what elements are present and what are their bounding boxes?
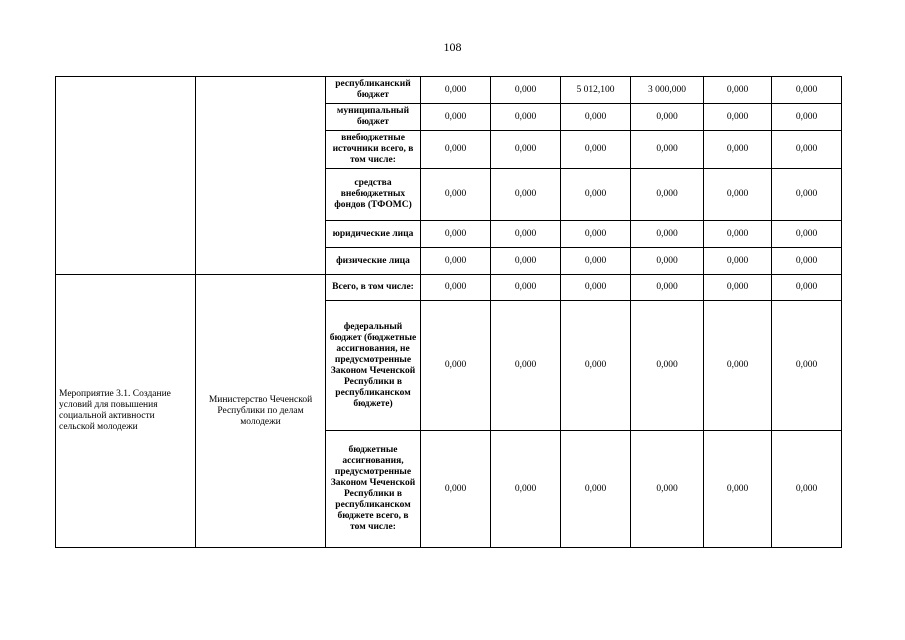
value-cell: 0,000 xyxy=(491,221,561,248)
page-number: 108 xyxy=(443,40,462,54)
funding-source: муниципальный бюджет xyxy=(326,104,421,131)
executor-cell xyxy=(196,77,326,275)
value-cell: 0,000 xyxy=(491,248,561,275)
value-cell: 0,000 xyxy=(421,301,491,431)
funding-source: средства внебюджетных фондов (ТФОМС) xyxy=(326,169,421,221)
value-cell: 0,000 xyxy=(704,301,772,431)
value-cell: 0,000 xyxy=(772,431,842,548)
activity-cell xyxy=(56,77,196,275)
value-cell: 0,000 xyxy=(631,431,704,548)
budget-table xyxy=(55,76,842,548)
value-cell: 0,000 xyxy=(704,77,772,104)
value-cell: 0,000 xyxy=(772,221,842,248)
funding-source: внебюджетные источники всего, в том числе: xyxy=(326,131,421,169)
value-cell: 0,000 xyxy=(561,221,631,248)
value-cell: 0,000 xyxy=(772,169,842,221)
funding-source: юридические лица xyxy=(326,221,421,248)
funding-source: Всего, в том числе: xyxy=(326,275,421,301)
value-cell: 0,000 xyxy=(772,248,842,275)
value-cell: 0,000 xyxy=(421,431,491,548)
table-row xyxy=(56,77,842,104)
value-cell: 0,000 xyxy=(491,275,561,301)
value-cell: 0,000 xyxy=(704,275,772,301)
value-cell: 0,000 xyxy=(631,248,704,275)
value-cell: 0,000 xyxy=(772,301,842,431)
value-cell: 0,000 xyxy=(631,131,704,169)
value-cell: 0,000 xyxy=(631,301,704,431)
value-cell: 0,000 xyxy=(491,131,561,169)
value-cell: 0,000 xyxy=(561,431,631,548)
value-cell: 0,000 xyxy=(421,221,491,248)
value-cell: 0,000 xyxy=(772,275,842,301)
value-cell: 0,000 xyxy=(561,301,631,431)
value-cell: 0,000 xyxy=(561,248,631,275)
value-cell: 0,000 xyxy=(491,431,561,548)
value-cell: 0,000 xyxy=(561,275,631,301)
value-cell: 0,000 xyxy=(704,431,772,548)
value-cell: 0,000 xyxy=(772,104,842,131)
value-cell: 0,000 xyxy=(561,104,631,131)
value-cell: 0,000 xyxy=(561,131,631,169)
value-cell: 0,000 xyxy=(421,77,491,104)
funding-source: федеральный бюджет (бюджетные ассигнования, не предусмотренные Законом Чеченской Республики в республиканском бюджете) xyxy=(326,301,421,431)
value-cell: 0,000 xyxy=(772,77,842,104)
value-cell: 0,000 xyxy=(704,248,772,275)
funding-source: физические лица xyxy=(326,248,421,275)
value-cell: 3 000,000 xyxy=(631,77,704,104)
value-cell: 0,000 xyxy=(704,221,772,248)
value-cell: 0,000 xyxy=(491,77,561,104)
value-cell: 0,000 xyxy=(772,131,842,169)
table-row xyxy=(56,275,842,301)
funding-source: бюджетные ассигнования, предусмотренные Законом Чеченской Республики в республиканском бюджете всего, в том числе: xyxy=(326,431,421,548)
value-cell: 0,000 xyxy=(491,104,561,131)
value-cell: 0,000 xyxy=(491,169,561,221)
value-cell: 0,000 xyxy=(421,169,491,221)
value-cell: 0,000 xyxy=(561,169,631,221)
value-cell: 0,000 xyxy=(704,169,772,221)
executor-cell: Министерство Чеченской Республики по делам молодежи xyxy=(196,275,326,548)
value-cell: 0,000 xyxy=(421,104,491,131)
value-cell: 0,000 xyxy=(704,131,772,169)
funding-source: республиканский бюджет xyxy=(326,77,421,104)
activity-cell: Мероприятие 3.1. Создание условий для повышения социальной активности сельской молодежи xyxy=(56,275,196,548)
value-cell: 0,000 xyxy=(704,104,772,131)
value-cell: 0,000 xyxy=(421,131,491,169)
value-cell: 0,000 xyxy=(491,301,561,431)
value-cell: 5 012,100 xyxy=(561,77,631,104)
value-cell: 0,000 xyxy=(631,221,704,248)
value-cell: 0,000 xyxy=(631,104,704,131)
value-cell: 0,000 xyxy=(631,275,704,301)
value-cell: 0,000 xyxy=(421,248,491,275)
value-cell: 0,000 xyxy=(421,275,491,301)
value-cell: 0,000 xyxy=(631,169,704,221)
